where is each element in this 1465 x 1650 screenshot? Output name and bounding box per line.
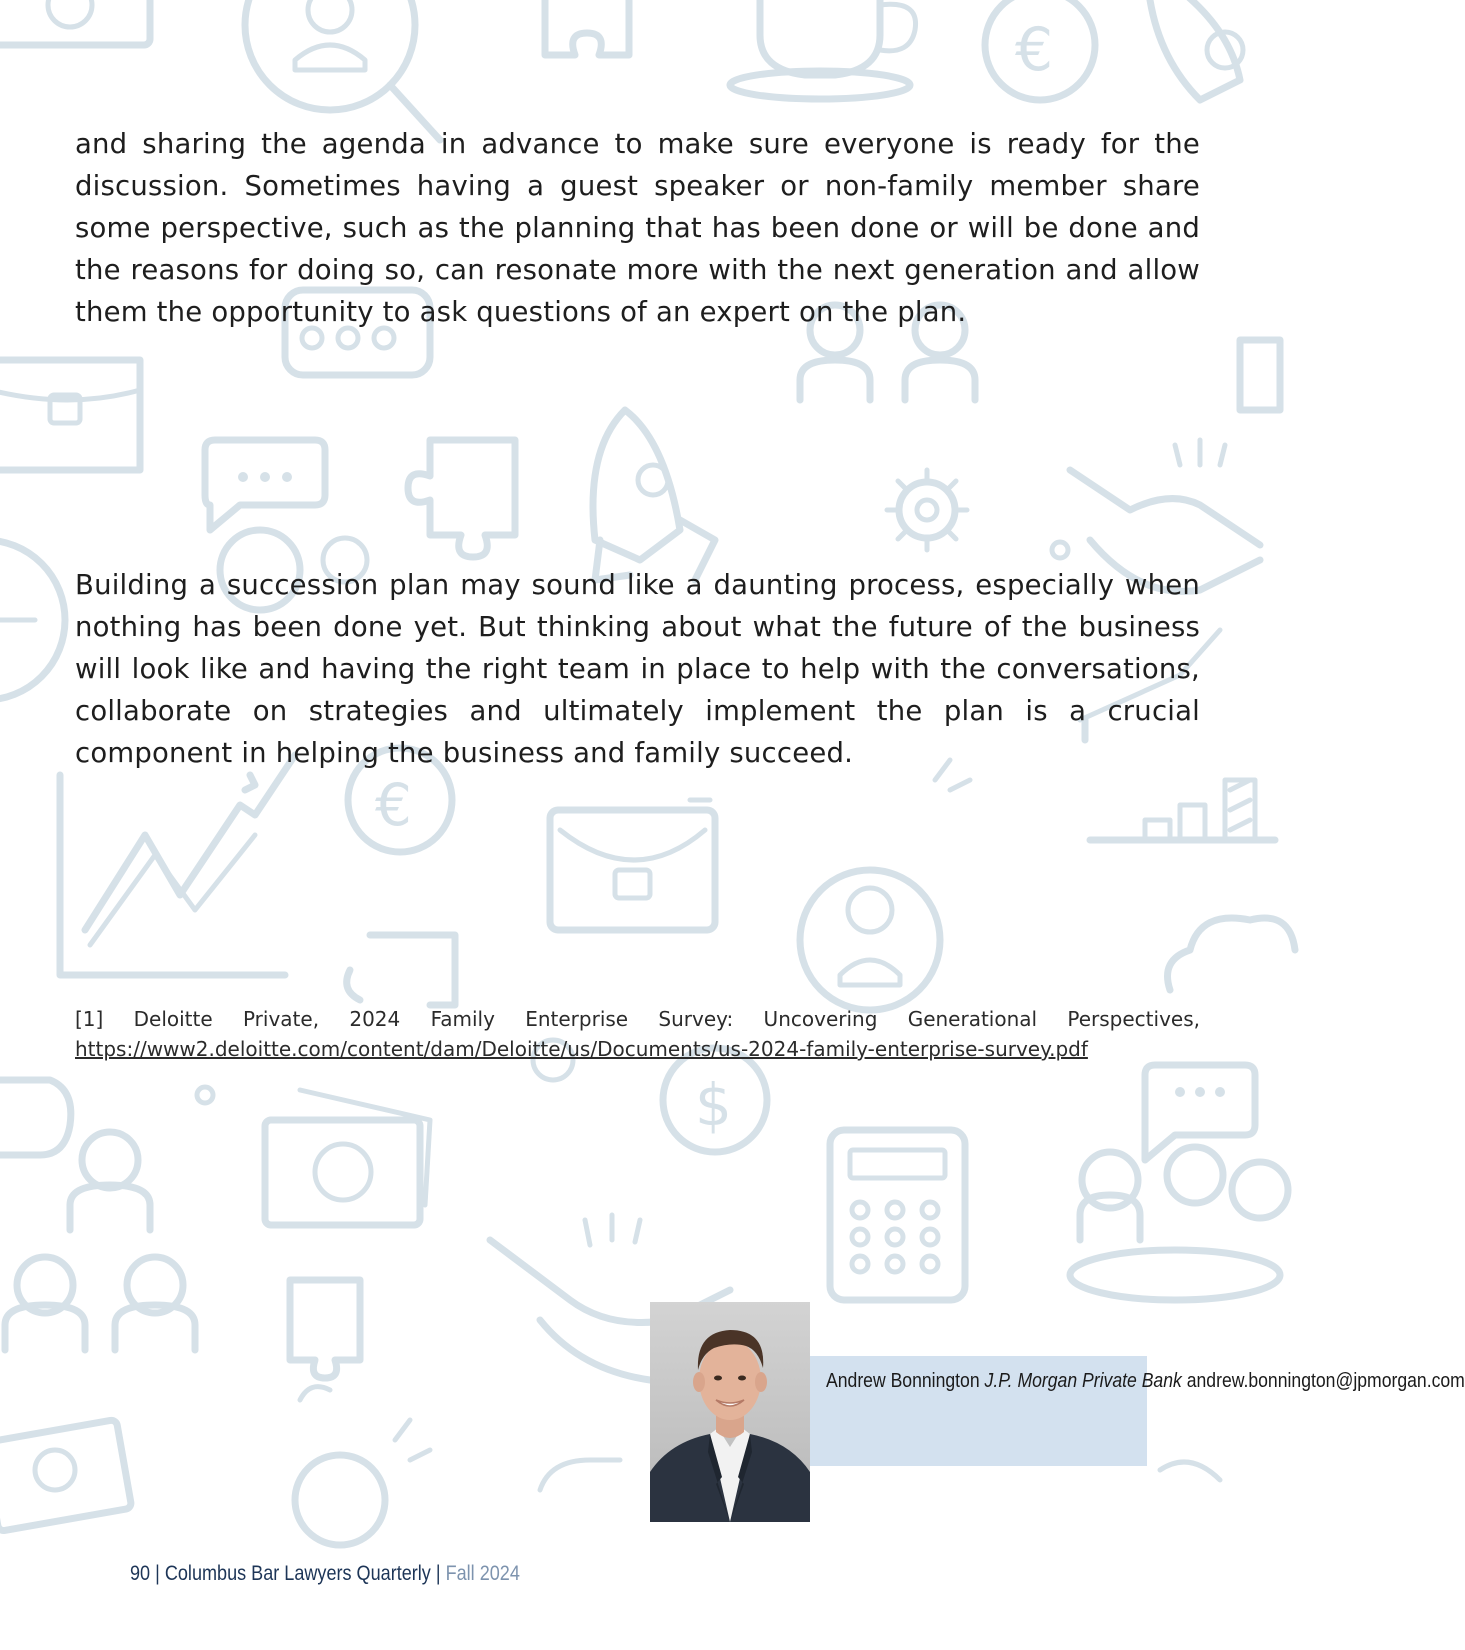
puzzle-piece-icon [290, 1280, 360, 1400]
money-bill-icon [197, 1087, 430, 1225]
footer-separator: | [155, 1562, 160, 1585]
lightbulb-icon [1150, 0, 1243, 100]
people-icon [5, 1132, 195, 1350]
cloud-icon [1168, 918, 1296, 990]
svg-text:€: € [375, 771, 412, 839]
laptop-icon [1240, 340, 1280, 410]
euro-coin-icon [985, 0, 1095, 100]
author-firm: J.P. Morgan Private Bank [984, 1370, 1182, 1392]
person-magnifier-icon [245, 0, 440, 140]
svg-text:$: $ [695, 1071, 732, 1139]
coffee-cup-icon [0, 1080, 71, 1155]
person-magnifier-icon [800, 760, 970, 1010]
footnote-citation: [1] Deloitte Private, 2024 Family Enterprise Survey: Uncovering Generational Perspectives, [75, 1007, 1200, 1031]
footnote-link[interactable]: https://www2.deloitte.com/content/dam/Deloitte/us/Documents/us-2024-family-enterprise-survey.pdf [75, 1037, 1088, 1061]
growth-chart-icon [60, 755, 295, 975]
clock-icon [0, 540, 65, 700]
footer-separator: | [435, 1562, 441, 1585]
svg-text:€: € [1015, 15, 1054, 85]
article-paragraph-1: and sharing the agenda in advance to make sure everyone is ready for the discussion. Sometimes having a guest speaker or non-family member share some perspective, such as the planning that has been done or will be done and the reasons for doing so, can resonate more with the next generation and allow them the opportunity to ask questions of an expert on the plan. [75, 128, 1200, 328]
rocket-icon [593, 410, 715, 580]
footnote [75, 1004, 1200, 1064]
author-photo [650, 1302, 810, 1522]
people-icon [1070, 1147, 1288, 1300]
briefcase-icon [0, 360, 140, 470]
article-paragraph-2: Building a succession plan may sound like a daunting process, especially when nothing has been done yet. But thinking about what the future of the business will look like and having the right team in place to help with the conversations, collaborate on strategies and ultimately implement the plan is a crucial component in helping the business and family succeed. [75, 569, 1200, 769]
author-name: Andrew Bonnington [826, 1370, 980, 1392]
puzzle-piece-icon [545, 0, 629, 55]
puzzle-piece-icon [408, 440, 515, 557]
page-footer [130, 1562, 520, 1586]
calculator-icon [830, 1130, 965, 1300]
author-bio-box [810, 1356, 1465, 1466]
coffee-cup-icon [730, 0, 916, 99]
author-email[interactable]: andrew.bonnington@jpmorgan.com [1186, 1370, 1465, 1392]
chat-bubble-icon [205, 440, 325, 530]
money-bill-icon [0, 1419, 132, 1531]
puzzle-piece-icon [347, 935, 455, 1005]
page-number: 90 [130, 1562, 151, 1585]
author-bio [826, 1368, 1465, 1395]
gear-icon [887, 470, 967, 550]
briefcase-icon [550, 800, 715, 930]
money-bill-icon [0, 0, 150, 45]
publication-title: Columbus Bar Lawyers Quarterly [164, 1562, 431, 1585]
issue-label: Fall 2024 [445, 1562, 520, 1585]
